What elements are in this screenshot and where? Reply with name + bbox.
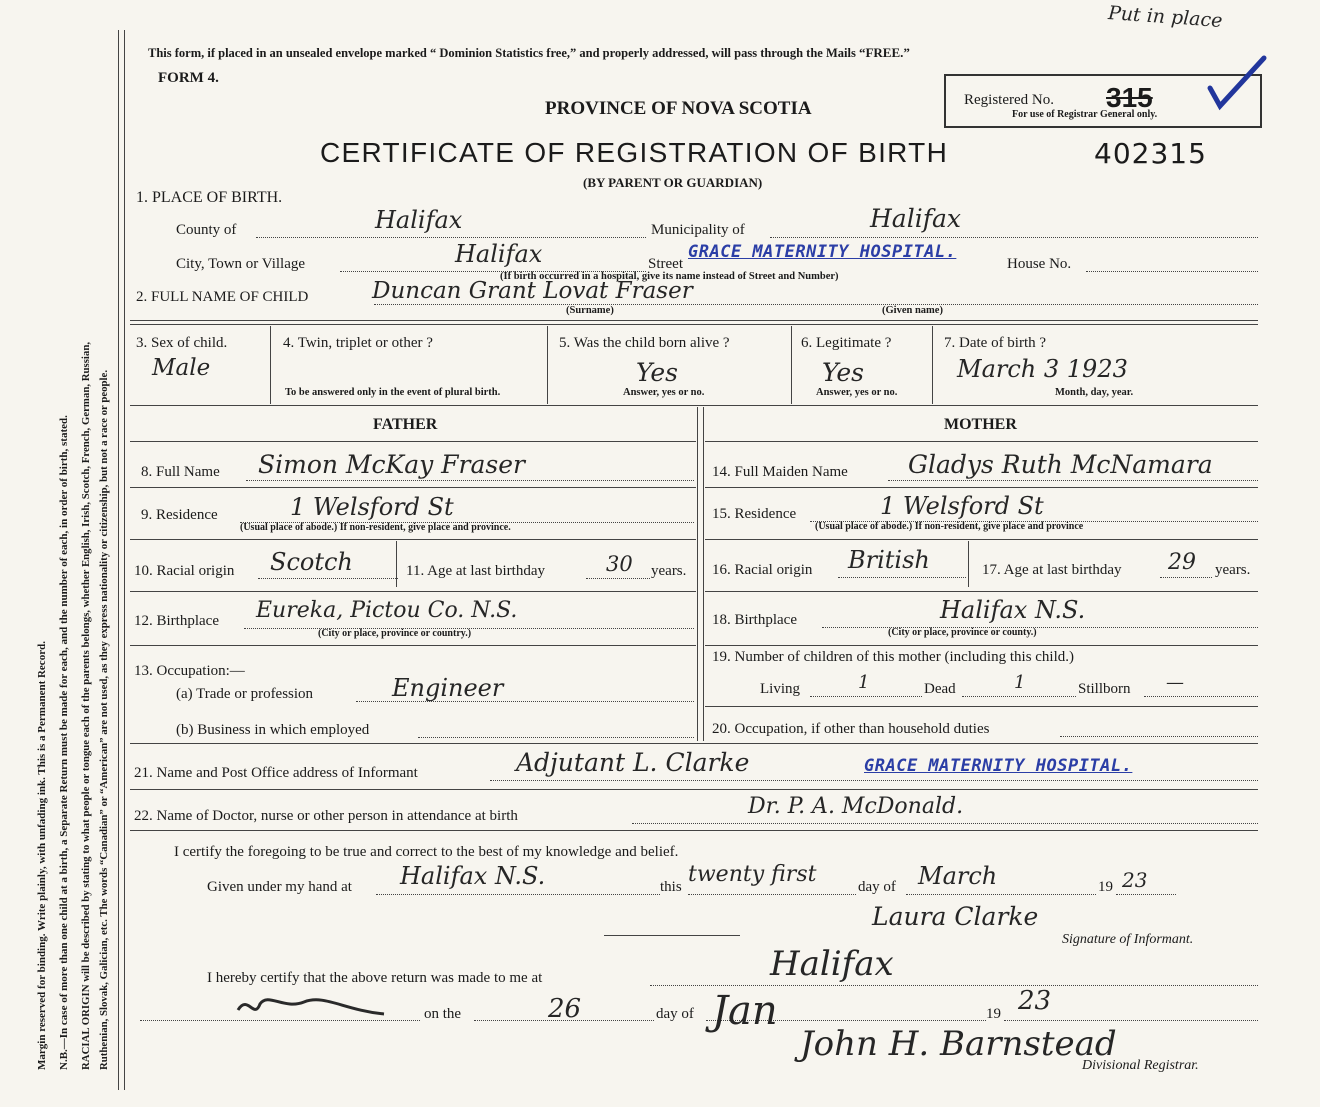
- day-of-label: day of: [858, 879, 896, 895]
- reg-year-prefix: 19: [986, 1006, 1001, 1022]
- trade-value: Engineer: [392, 674, 504, 702]
- margin-note-racial-2: Ruthenian, Slovak, Galician, etc. The words “Canadian” or “American” are not used, as they express nationality or citizenship, but not a race or people.: [98, 369, 110, 1070]
- binding-line-outer: [118, 30, 119, 1090]
- registered-number: 315: [1106, 82, 1153, 113]
- mother-birthplace-label: 18. Birthplace: [712, 612, 797, 628]
- reg-year-value: 23: [1018, 986, 1052, 1016]
- reg-month-value: Jan: [712, 988, 778, 1034]
- mother-age-value: 29: [1168, 550, 1196, 575]
- month-value: March: [918, 862, 998, 890]
- house-no-label: House No.: [1007, 256, 1072, 272]
- registrar-use-note: For use of Registrar General only.: [1012, 109, 1158, 120]
- mother-name-label: 14. Full Maiden Name: [712, 464, 848, 480]
- mother-racial-label: 16. Racial origin: [712, 562, 813, 578]
- registrar-signature: John H. Barnstead: [800, 1024, 1117, 1064]
- city-value: Halifax: [455, 240, 543, 268]
- business-label: (b) Business in which employed: [176, 722, 370, 738]
- certify-text: I certify the foregoing to be true and correct to the best of my knowledge and belief.: [174, 844, 679, 860]
- father-residence-note: (Usual place of abode.) If non-resident, give place and province.: [240, 522, 511, 533]
- mother-residence-label: 15. Residence: [712, 506, 797, 522]
- informant-signature: Laura Clarke: [872, 902, 1039, 931]
- mother-birthplace-value: Halifax N.S.: [940, 596, 1086, 624]
- day-value: twenty first: [688, 862, 817, 887]
- legitimate-label: 6. Legitimate ?: [801, 335, 892, 351]
- mother-residence-value: 1 Welsford St: [880, 492, 1044, 520]
- city-label: City, Town or Village: [176, 256, 306, 272]
- mother-racial-value: British: [848, 546, 930, 574]
- certificate-title: CERTIFICATE OF REGISTRATION OF BIRTH: [320, 137, 949, 168]
- father-heading: FATHER: [373, 416, 438, 433]
- legitimate-value: Yes: [822, 358, 864, 387]
- stillborn-value: —: [1166, 672, 1184, 693]
- mother-age-unit: years.: [1215, 562, 1251, 578]
- living-value: 1: [858, 672, 870, 693]
- dead-label: Dead: [924, 681, 956, 697]
- mother-occupation-label: 20. Occupation, if other than household duties: [712, 721, 990, 737]
- father-age-value: 30: [606, 552, 633, 576]
- dob-value: March 3 1923: [957, 355, 1128, 383]
- registered-box: [944, 74, 1262, 128]
- county-value: Halifax: [375, 206, 463, 234]
- legitimate-note: Answer, yes or no.: [816, 387, 898, 398]
- mother-age-label: 17. Age at last birthday: [982, 562, 1122, 578]
- street-label: Street: [648, 256, 683, 272]
- mother-birthplace-note: (City or place, province or county.): [888, 627, 1037, 638]
- alive-label: 5. Was the child born alive ?: [559, 335, 730, 351]
- margin-note-nb: N.B.—In case of more than one child at a birth, a Separate Return must be made for each, and the number of each, in order of birth, stated.: [58, 415, 70, 1070]
- informant-name-value: Adjutant L. Clarke: [516, 748, 750, 777]
- municipality-value: Halifax: [870, 204, 961, 233]
- alive-note: Answer, yes or no.: [623, 387, 705, 398]
- checkmark-icon: [1202, 54, 1272, 114]
- stillborn-label: Stillborn: [1078, 681, 1131, 697]
- year-prefix: 19: [1098, 879, 1113, 895]
- this-label: this: [660, 879, 682, 895]
- given-name-note: (Given name): [882, 305, 943, 316]
- province-title: PROVINCE OF NOVA SCOTIA: [545, 98, 812, 119]
- place-of-birth-heading: 1. PLACE OF BIRTH.: [136, 189, 283, 206]
- registrar-place-value: Halifax: [770, 944, 894, 984]
- father-racial-label: 10. Racial origin: [134, 563, 235, 579]
- dead-value: 1: [1014, 672, 1026, 693]
- doctor-value: Dr. P. A. McDonald.: [748, 794, 964, 819]
- year-value: 23: [1122, 868, 1148, 892]
- certificate-subtitle: (BY PARENT OR GUARDIAN): [583, 175, 763, 190]
- mother-heading: MOTHER: [944, 416, 1017, 433]
- trade-label: (a) Trade or profession: [176, 686, 314, 702]
- hospital-note: (If birth occurred in a hospital, give its name instead of Street and Number): [500, 271, 839, 282]
- sex-value: Male: [152, 355, 211, 381]
- father-residence-value: 1 Welsford St: [290, 493, 454, 521]
- living-label: Living: [760, 681, 800, 697]
- given-label: Given under my hand at: [207, 879, 352, 895]
- divisional-registrar-label: Divisional Registrar.: [1082, 1058, 1199, 1073]
- father-name-value: Simon McKay Fraser: [258, 450, 525, 479]
- mother-residence-note: (Usual place of abode.) If non-resident, give place and province: [815, 521, 1084, 532]
- form-number: FORM 4.: [158, 70, 219, 86]
- certificate-number: 402315: [1094, 137, 1207, 170]
- father-name-label: 8. Full Name: [141, 464, 220, 480]
- child-name-value: Duncan Grant Lovat Fraser: [372, 278, 693, 304]
- father-birthplace-label: 12. Birthplace: [134, 613, 219, 629]
- municipality-label: Municipality of: [651, 222, 745, 238]
- mother-name-value: Gladys Ruth McNamara: [908, 450, 1213, 479]
- sex-label: 3. Sex of child.: [136, 335, 228, 351]
- dob-note: Month, day, year.: [1055, 387, 1134, 398]
- doctor-label: 22. Name of Doctor, nurse or other person in attendance at birth: [134, 808, 518, 824]
- children-count-label: 19. Number of children of this mother (including this child.): [712, 649, 1075, 665]
- father-racial-value: Scotch: [270, 548, 353, 576]
- top-note-handwritten: Put in place: [1107, 2, 1224, 32]
- street-value-stamp: GRACE MATERNITY HOSPITAL.: [688, 242, 957, 262]
- mail-notice: This form, if placed in an unsealed envelope marked “ Dominion Statistics free,” and properly addressed, will pass through the Mails “FREE.”: [148, 45, 910, 60]
- father-occupation-label: 13. Occupation:—: [134, 663, 245, 679]
- father-age-unit: years.: [651, 563, 687, 579]
- registrar-certify-text: I hereby certify that the above return was made to me at: [207, 970, 543, 986]
- reg-day-value: 26: [548, 994, 582, 1024]
- father-birthplace-note: (City or place, province or country.): [318, 628, 472, 639]
- county-label: County of: [176, 222, 237, 238]
- father-residence-label: 9. Residence: [141, 507, 218, 523]
- registered-label: Registered No.: [964, 92, 1054, 108]
- mail-free: “FREE.”: [858, 45, 910, 60]
- alive-value: Yes: [636, 358, 678, 387]
- margin-note-racial-1: RACIAL ORIGIN will be described by stating to what people or tongue each of the parents belongs, whether English, Irish, Scotch, French, German, Russian,: [80, 341, 92, 1070]
- on-the-label: on the: [424, 1006, 462, 1022]
- margin-note-binding: Margin reserved for binding. Write plainly, with unfading ink. This is a Permanent Record.: [36, 641, 48, 1070]
- binding-line-inner: [124, 30, 125, 1090]
- registrar-initial-mark: [234, 990, 394, 1030]
- father-age-label: 11. Age at last birthday: [406, 563, 545, 579]
- father-birthplace-value: Eureka, Pictou Co. N.S.: [256, 598, 518, 623]
- informant-address-stamp: GRACE MATERNITY HOSPITAL.: [864, 756, 1133, 776]
- twin-label: 4. Twin, triplet or other ?: [283, 335, 433, 351]
- informant-label: 21. Name and Post Office address of Informant: [134, 765, 418, 781]
- day-of-label-2: day of: [656, 1006, 694, 1022]
- surname-note: (Surname): [566, 305, 614, 316]
- child-name-label: 2. FULL NAME OF CHILD: [136, 289, 309, 305]
- given-place-value: Halifax N.S.: [400, 862, 546, 890]
- signature-label: Signature of Informant.: [1062, 932, 1194, 947]
- dob-label: 7. Date of birth ?: [944, 335, 1047, 351]
- twin-note: To be answered only in the event of plural birth.: [285, 387, 501, 398]
